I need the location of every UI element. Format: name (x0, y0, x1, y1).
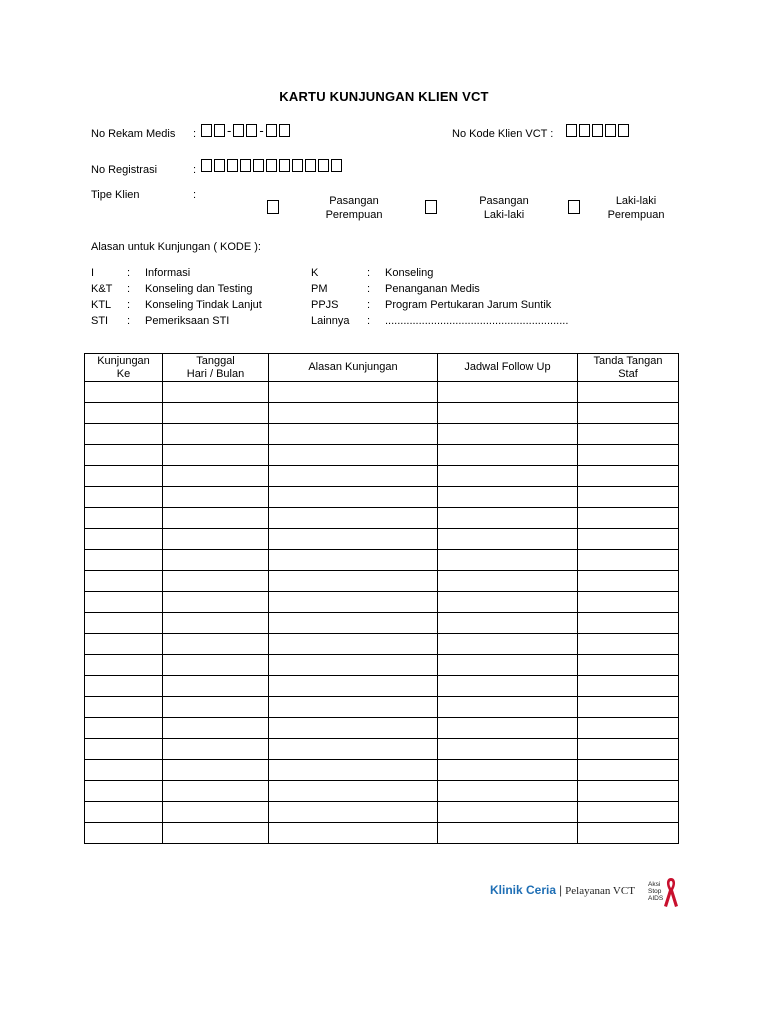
table-row (85, 529, 679, 550)
digit-box[interactable] (292, 159, 303, 172)
digit-box[interactable] (240, 159, 251, 172)
table-cell[interactable] (578, 550, 679, 571)
separator-dash: - (227, 123, 232, 138)
table-cell[interactable] (269, 571, 438, 592)
table-cell[interactable] (163, 739, 269, 760)
option-pasangan-laki-laki: Pasangan Laki-laki (479, 195, 529, 221)
table-cell[interactable] (578, 592, 679, 613)
brand-name: Klinik Ceria (490, 883, 557, 897)
table-cell[interactable] (438, 466, 578, 487)
option-pasangan-perempuan: Pasangan Perempuan (325, 195, 383, 221)
table-cell[interactable] (85, 445, 163, 466)
table-cell[interactable] (438, 550, 578, 571)
checkbox-pasangan-perempuan[interactable] (267, 200, 279, 214)
table-cell[interactable] (578, 613, 679, 634)
code: K&T (91, 283, 113, 295)
table-cell[interactable] (163, 466, 269, 487)
digit-box[interactable] (579, 124, 590, 137)
table-cell[interactable] (163, 802, 269, 823)
digit-box[interactable] (214, 159, 225, 172)
table-row (85, 592, 679, 613)
table-row (85, 823, 679, 844)
digit-box[interactable] (331, 159, 342, 172)
table-cell[interactable] (578, 403, 679, 424)
digit-box[interactable] (266, 124, 277, 137)
table-cell[interactable] (85, 718, 163, 739)
table-cell[interactable] (269, 718, 438, 739)
table-cell[interactable] (163, 718, 269, 739)
table-row (85, 760, 679, 781)
rekam-medis-boxes[interactable] (201, 124, 292, 137)
table-cell[interactable] (578, 424, 679, 445)
table-cell[interactable] (269, 529, 438, 550)
table-cell[interactable] (269, 445, 438, 466)
table-cell[interactable] (438, 676, 578, 697)
table-row (85, 550, 679, 571)
table-cell[interactable] (578, 823, 679, 844)
table-cell[interactable] (85, 739, 163, 760)
checkbox-laki-laki-perempuan[interactable] (568, 200, 580, 214)
table-cell[interactable] (438, 445, 578, 466)
service-name: Pelayanan VCT (565, 885, 635, 897)
table-row (85, 487, 679, 508)
code-desc: Informasi (145, 267, 191, 279)
table-cell[interactable] (438, 613, 578, 634)
table-cell[interactable] (578, 697, 679, 718)
table-cell[interactable] (163, 382, 269, 403)
table-cell[interactable] (578, 676, 679, 697)
table-cell[interactable] (438, 424, 578, 445)
table-row (85, 655, 679, 676)
header-tanggal: Tanggal Hari / Bulan (163, 354, 269, 382)
table-cell[interactable] (438, 571, 578, 592)
table-cell[interactable] (85, 487, 163, 508)
digit-box[interactable] (214, 124, 225, 137)
table-row (85, 571, 679, 592)
table-cell[interactable] (163, 676, 269, 697)
table-cell[interactable] (269, 550, 438, 571)
table-cell[interactable] (578, 529, 679, 550)
table-cell[interactable] (85, 823, 163, 844)
code: PM (311, 283, 328, 295)
table-cell[interactable] (438, 802, 578, 823)
digit-box[interactable] (201, 124, 212, 137)
table-cell[interactable] (578, 739, 679, 760)
table-cell[interactable] (85, 424, 163, 445)
code: PPJS (311, 299, 339, 311)
code-desc: ............................................................ (385, 315, 569, 327)
table-row (85, 403, 679, 424)
table-row (85, 676, 679, 697)
code: STI (91, 315, 109, 327)
table-cell[interactable] (85, 760, 163, 781)
table-cell[interactable] (438, 529, 578, 550)
registrasi-label: No Registrasi (91, 164, 158, 176)
table-cell[interactable] (269, 655, 438, 676)
separator-dash: - (259, 123, 264, 138)
digit-box[interactable] (253, 159, 264, 172)
table-cell[interactable] (163, 781, 269, 802)
table-cell[interactable] (85, 382, 163, 403)
table-cell[interactable] (163, 655, 269, 676)
table-cell[interactable] (163, 529, 269, 550)
table-cell[interactable] (269, 823, 438, 844)
table-cell[interactable] (163, 592, 269, 613)
table-cell[interactable] (269, 739, 438, 760)
rekam-medis-colon: : (193, 128, 197, 140)
table-cell[interactable] (85, 802, 163, 823)
table-cell[interactable] (85, 655, 163, 676)
table-row (85, 424, 679, 445)
code: I (91, 267, 95, 279)
code-desc: Pemeriksaan STI (145, 315, 230, 327)
table-row (85, 781, 679, 802)
option-laki-laki-perempuan: Laki-laki Perempuan (607, 195, 665, 221)
table-cell[interactable] (85, 550, 163, 571)
aids-logo-text: Aksi Stop AIDS (648, 881, 664, 902)
table-cell[interactable] (163, 571, 269, 592)
code: KTL (91, 299, 112, 311)
table-cell[interactable] (269, 697, 438, 718)
digit-box[interactable] (618, 124, 629, 137)
table-cell[interactable] (269, 613, 438, 634)
table-header-row (85, 354, 679, 382)
table-cell[interactable] (269, 508, 438, 529)
kode-klien-label: No Kode Klien VCT : (452, 128, 554, 140)
page-title: KARTU KUNJUNGAN KLIEN VCT (279, 89, 489, 104)
reason-codes-left: I : Informasi K&T : Konseling dan Testing KTL : Konseling Tindak Lanjut STI : Pemeriksaan STI (91, 267, 262, 327)
table-cell[interactable] (438, 739, 578, 760)
table-cell[interactable] (269, 802, 438, 823)
visits-table (84, 353, 679, 844)
kode-klien-boxes[interactable] (566, 124, 631, 137)
table-cell[interactable] (438, 718, 578, 739)
footer-separator: | (559, 883, 563, 897)
table-cell[interactable] (578, 382, 679, 403)
table-cell[interactable] (438, 823, 578, 844)
table-row (85, 634, 679, 655)
table-cell[interactable] (438, 403, 578, 424)
header-tanda-tangan: Tanda Tangan Staf (578, 354, 679, 382)
table-cell[interactable] (438, 634, 578, 655)
digit-box[interactable] (279, 159, 290, 172)
reason-heading: Alasan untuk Kunjungan ( KODE ): (91, 241, 261, 253)
table-cell[interactable] (578, 760, 679, 781)
table-cell[interactable] (85, 529, 163, 550)
digit-box[interactable] (305, 159, 316, 172)
table-cell[interactable] (163, 634, 269, 655)
table-cell[interactable] (578, 571, 679, 592)
footer (490, 883, 635, 897)
code-desc: Konseling Tindak Lanjut (145, 299, 262, 311)
table-cell[interactable] (163, 760, 269, 781)
table-cell[interactable] (85, 403, 163, 424)
code: K (311, 267, 319, 279)
table-cell[interactable] (85, 571, 163, 592)
table-cell[interactable] (85, 466, 163, 487)
table-cell[interactable] (269, 403, 438, 424)
aids-logo (648, 876, 680, 910)
table-cell[interactable] (269, 487, 438, 508)
table-cell[interactable] (163, 424, 269, 445)
digit-box[interactable] (201, 159, 212, 172)
digit-box[interactable] (605, 124, 616, 137)
table-cell[interactable] (269, 592, 438, 613)
table-cell[interactable] (438, 655, 578, 676)
table-cell[interactable] (438, 487, 578, 508)
table-cell[interactable] (578, 466, 679, 487)
reason-codes-right: K : Konseling PM : Penanganan Medis PPJS : Program Pertukaran Jarum Suntik Lainnya : ............................................................ (311, 267, 569, 327)
table-cell[interactable] (85, 634, 163, 655)
table-cell[interactable] (578, 634, 679, 655)
table-cell[interactable] (163, 613, 269, 634)
table-cell[interactable] (85, 508, 163, 529)
table-row (85, 445, 679, 466)
table-cell[interactable] (578, 781, 679, 802)
table-cell[interactable] (438, 592, 578, 613)
table-cell[interactable] (438, 382, 578, 403)
table-cell[interactable] (269, 781, 438, 802)
table-cell[interactable] (85, 676, 163, 697)
table-cell[interactable] (163, 403, 269, 424)
table-cell[interactable] (269, 634, 438, 655)
code-desc: Konseling (385, 267, 434, 279)
table-cell[interactable] (163, 697, 269, 718)
table-cell[interactable] (85, 697, 163, 718)
table-cell[interactable] (438, 760, 578, 781)
table-cell[interactable] (578, 508, 679, 529)
table-cell[interactable] (578, 718, 679, 739)
registrasi-colon: : (193, 164, 197, 176)
code-desc: Program Pertukaran Jarum Suntik (385, 299, 552, 311)
code: Lainnya (311, 315, 350, 327)
tipe-klien-colon: : (193, 189, 197, 201)
header-alasan-kunjungan: Alasan Kunjungan (269, 354, 438, 382)
table-cell[interactable] (438, 508, 578, 529)
digit-box[interactable] (233, 124, 244, 137)
table-cell[interactable] (438, 781, 578, 802)
table-cell[interactable] (269, 382, 438, 403)
table-row (85, 697, 679, 718)
table-cell[interactable] (163, 445, 269, 466)
red-ribbon-icon (662, 876, 680, 910)
table-cell[interactable] (85, 592, 163, 613)
table-row (85, 508, 679, 529)
digit-box[interactable] (279, 124, 290, 137)
table-cell[interactable] (269, 424, 438, 445)
table-cell[interactable] (85, 781, 163, 802)
digit-box[interactable] (566, 124, 577, 137)
table-cell[interactable] (438, 697, 578, 718)
table-cell[interactable] (163, 487, 269, 508)
table-row (85, 802, 679, 823)
table-cell[interactable] (578, 655, 679, 676)
rekam-medis-label: No Rekam Medis (91, 128, 176, 140)
code-desc: Penanganan Medis (385, 283, 480, 295)
header-jadwal-follow-up: Jadwal Follow Up (438, 354, 578, 382)
table-cell[interactable] (85, 613, 163, 634)
table-cell[interactable] (269, 676, 438, 697)
table-row (85, 739, 679, 760)
digit-box[interactable] (318, 159, 329, 172)
table-cell[interactable] (578, 445, 679, 466)
table-row (85, 382, 679, 403)
registrasi-boxes[interactable] (201, 159, 344, 172)
digit-box[interactable] (246, 124, 257, 137)
tipe-klien-label: Tipe Klien (91, 189, 140, 201)
code-desc: Konseling dan Testing (145, 283, 253, 295)
table-cell[interactable] (163, 508, 269, 529)
table-row (85, 718, 679, 739)
table-row (85, 466, 679, 487)
digit-box[interactable] (266, 159, 277, 172)
table-cell[interactable] (269, 760, 438, 781)
table-cell[interactable] (163, 823, 269, 844)
table-row (85, 613, 679, 634)
table-cell[interactable] (163, 550, 269, 571)
table-cell[interactable] (269, 466, 438, 487)
table-cell[interactable] (578, 487, 679, 508)
header-kunjungan-ke: Kunjungan Ke (85, 354, 163, 382)
checkbox-pasangan-laki-laki[interactable] (425, 200, 437, 214)
digit-box[interactable] (592, 124, 603, 137)
table-cell[interactable] (578, 802, 679, 823)
digit-box[interactable] (227, 159, 238, 172)
